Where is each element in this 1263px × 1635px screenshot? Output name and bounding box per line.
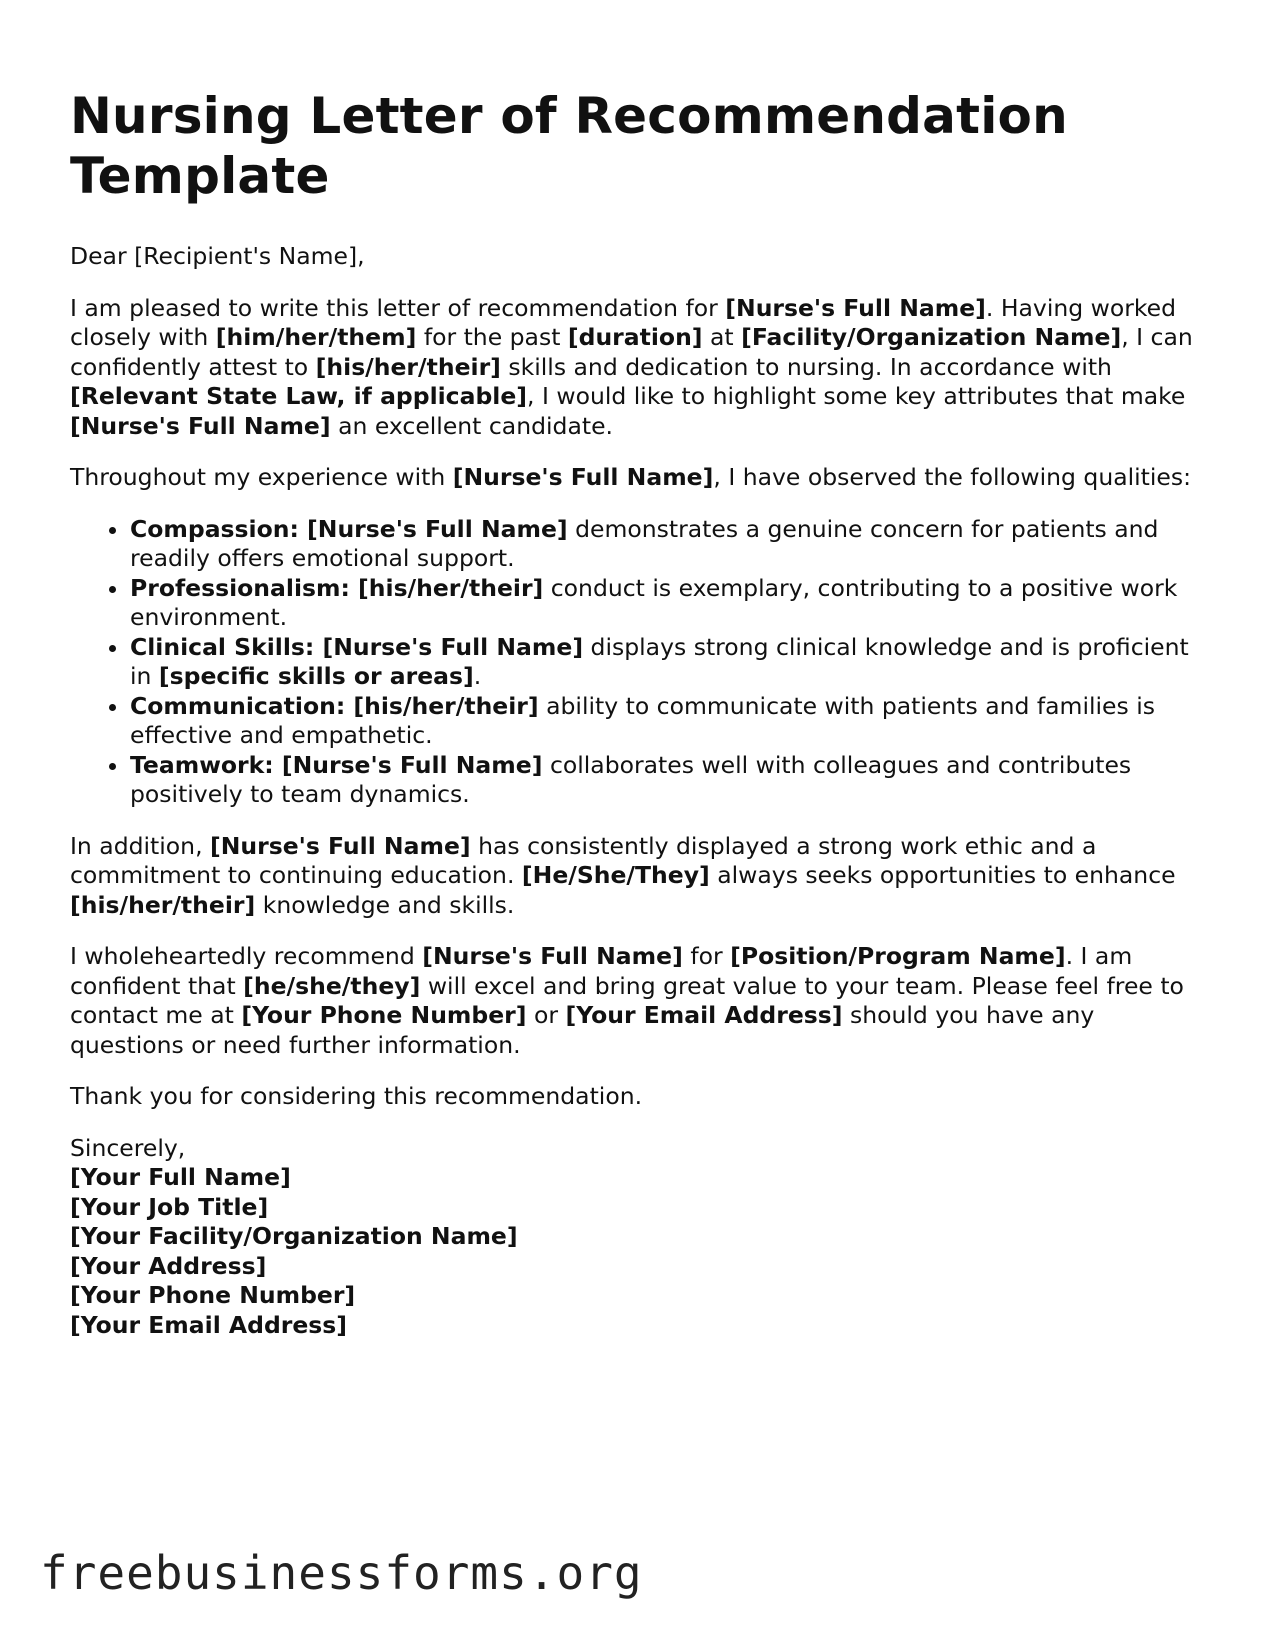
greeting: Dear [Recipient's Name],	[70, 242, 365, 270]
recommendation-paragraph: I wholeheartedly recommend [Nurse's Full Name] for [Position/Program Name]. I am confident that [he/she/they] will excel and bring great value to your team. Please feel free to contact me at [Your Phone Number] or [Your Email Address] should you have any questions or need further information.	[70, 942, 1184, 1059]
qualities-list	[70, 515, 1200, 810]
signature-block	[70, 1163, 1200, 1340]
signature-address: [Your Address]	[70, 1251, 267, 1280]
list-item-professionalism: • Professionalism: [his/her/their] conduct is exemplary, contributing to a positive work environment.	[130, 574, 1200, 633]
signature-name: [Your Full Name]	[70, 1163, 291, 1191]
signature-job-title: [Your Job Title]	[70, 1192, 269, 1221]
signature-phone: [Your Phone Number]	[70, 1281, 356, 1309]
signature-email: [Your Email Address]	[70, 1310, 348, 1339]
list-item-clinical-skills: • Clinical Skills: [Nurse's Full Name] displays strong clinical knowledge and is proficient in [specific skills or areas].	[130, 633, 1200, 692]
letter-page	[70, 86, 1200, 1340]
thanks-paragraph: Thank you for considering this recommendation.	[70, 1082, 643, 1110]
title-line-1: Nursing Letter of Recommendation	[70, 87, 1068, 145]
list-item-teamwork: • Teamwork: [Nurse's Full Name] collaborates well with colleagues and contributes positively to team dynamics.	[130, 751, 1200, 810]
list-item-compassion: • Compassion: [Nurse's Full Name] demonstrates a genuine concern for patients and readily offers emotional support.	[130, 515, 1200, 574]
signature-organization: [Your Facility/Organization Name]	[70, 1222, 518, 1250]
page-title	[70, 86, 1200, 206]
list-item-communication: • Communication: [his/her/their] ability to communicate with patients and families is effective and empathetic.	[130, 692, 1200, 751]
title-line-2: Template	[70, 147, 330, 205]
work-ethic-paragraph: In addition, [Nurse's Full Name] has consistently displayed a strong work ethic and a commitment to continuing education. [He/She/They] always seeks opportunities to enhance [his/her/their] knowledge and skills.	[70, 831, 1176, 919]
closing: Sincerely,	[70, 1133, 186, 1162]
watermark: freebusinessforms.org	[40, 1546, 643, 1600]
intro-paragraph: I am pleased to write this letter of recommendation for [Nurse's Full Name]. Having worked closely with [him/her/them] for the past [duration] at [Facility/Organization Name], I can confidently attest to [his/her/their] skills and dedication to nursing. In accordance with [Relevant State Law, if applicable], I would like to highlight some key attributes that make [Nurse's Full Name] an excellent candidate.	[70, 293, 1193, 440]
qualities-intro-paragraph: Throughout my experience with [Nurse's Full Name], I have observed the following qualities:	[70, 463, 1192, 491]
